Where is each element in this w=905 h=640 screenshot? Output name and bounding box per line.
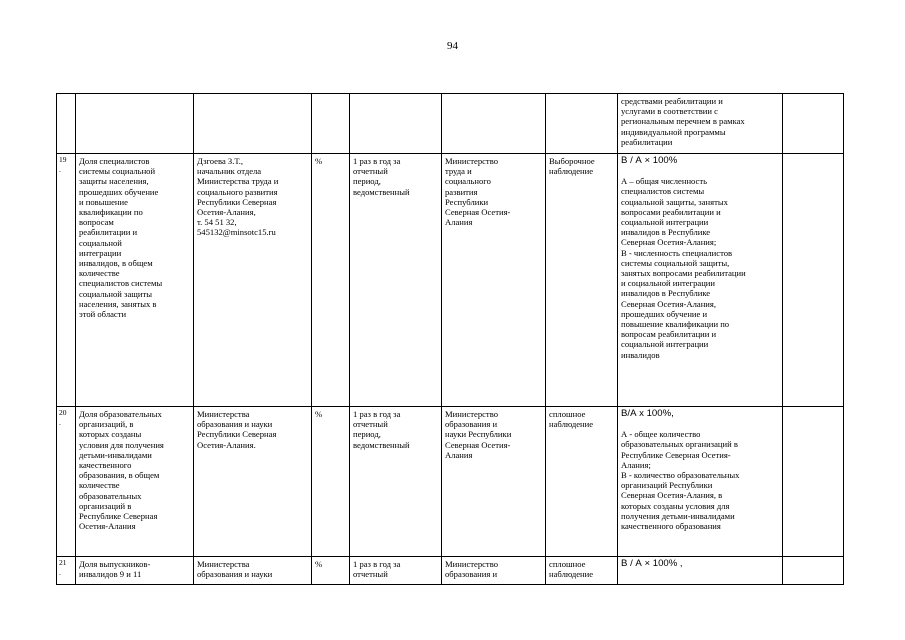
extra-cell [783, 407, 844, 557]
indicator-cell [76, 94, 194, 154]
source-cell: Министерство труда и социального развития Республики Северная Осетия- Алания [442, 154, 546, 407]
formula-cell [618, 407, 783, 557]
frequency-cell: 1 раз в год за отчетный [350, 557, 442, 585]
extra-cell [783, 154, 844, 407]
formula-description: А – общая численность специалистов системы социальной защиты, занятых вопросами реабилитации и социальной интеграции инвалидов в Республике Северная Осетия-Алания; В - численность специалистов системы социальной защиты, занятых вопросами реабилитации и социальной интеграции инвалидов в Республике Северная Осетия-Алания, прошедших обучение и повышение квалификации по вопросам реабилитации и социальной интеграции инвалидов [621, 176, 746, 360]
indicators-table [56, 93, 844, 585]
frequency-cell: 1 раз в год за отчетный период, ведомственный [350, 407, 442, 557]
unit-cell: % [312, 557, 350, 585]
method-cell: сплошное наблюдение [546, 557, 618, 585]
table-row [57, 407, 844, 557]
method-cell: Выборочное наблюдение [546, 154, 618, 407]
table-row [57, 154, 844, 407]
extra-cell [783, 557, 844, 585]
row-number: 21 . [57, 557, 76, 585]
row-number [57, 94, 76, 154]
method-cell [546, 94, 618, 154]
formula-description: А - общее количество образовательных организаций в Республике Северная Осетия- Алания; В - количество образовательных организаций Республики Северная Осетия-Алания, в которых созданы условия для получения детьми-инвалидами качественного образования [621, 429, 740, 532]
frequency-cell: 1 раз в год за отчетный период, ведомственный [350, 154, 442, 407]
frequency-cell [350, 94, 442, 154]
formula-description: средствами реабилитации и услугами в соответствии с региональным перечнем в рамках индивидуальной программы реабилитации [621, 96, 745, 147]
formula: В/А х 100%, [621, 408, 674, 419]
responsible-cell: Дзгоева З.Т., начальник отдела Министерства труда и социального развития Республики Северная Осетия-Алания, т. 54 51 32, 545132@minsotc15.ru [194, 154, 312, 407]
unit-cell [312, 94, 350, 154]
responsible-cell [194, 94, 312, 154]
source-cell: Министерство образования и науки Республики Северная Осетия- Алания [442, 407, 546, 557]
method-cell: сплошное наблюдение [546, 407, 618, 557]
unit-cell: % [312, 407, 350, 557]
indicator-cell: Доля специалистов системы социальной защиты населения, прошедших обучение и повышение квалификации по вопросам реабилитации и социальной интеграции инвалидов, в общем количестве специалистов системы социальной защиты населения, занятых в этой области [76, 154, 194, 407]
row-number: 20 . [57, 407, 76, 557]
formula-cell [618, 154, 783, 407]
formula: В / А × 100% , [621, 558, 683, 569]
indicator-cell: Доля образовательных организаций, в которых созданы условия для получения детьми-инвалидами качественного образования, в общем количестве образовательных организаций в Республике Северная Осетия-Алания [76, 407, 194, 557]
page-number: 94 [447, 40, 458, 52]
unit-cell: % [312, 154, 350, 407]
table-row [57, 94, 844, 154]
source-cell: Министерство образования и [442, 557, 546, 585]
row-number: 19 . [57, 154, 76, 407]
formula-cell [618, 557, 783, 585]
indicator-cell: Доля выпускников- инвалидов 9 и 11 [76, 557, 194, 585]
responsible-cell: Министерства образования и науки [194, 557, 312, 585]
source-cell [442, 94, 546, 154]
table-row [57, 557, 844, 585]
responsible-cell: Министерства образования и науки Республики Северная Осетия-Алания. [194, 407, 312, 557]
formula: В / А × 100% [621, 155, 678, 166]
extra-cell [783, 94, 844, 154]
formula-cell [618, 94, 783, 154]
